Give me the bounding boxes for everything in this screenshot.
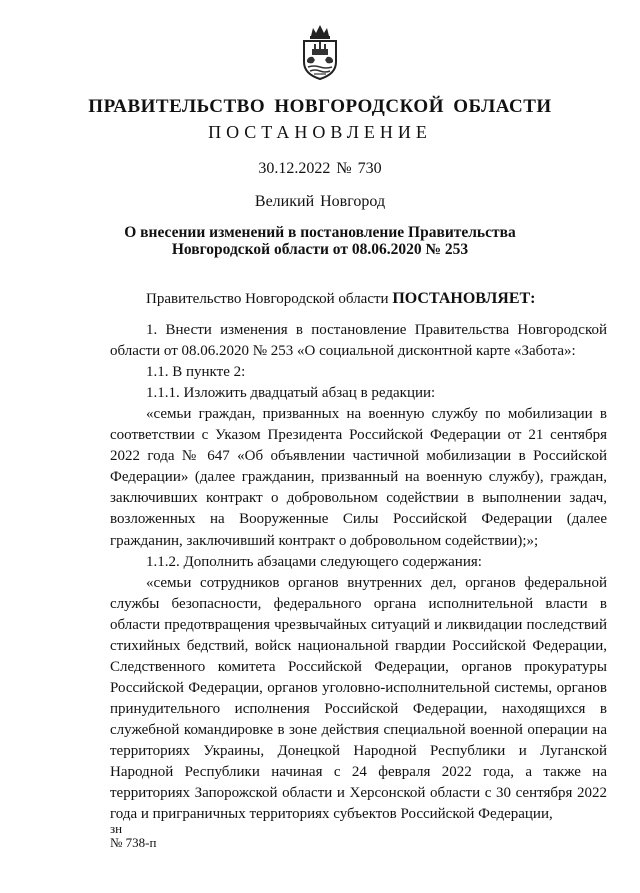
footer-doc-number: № 738-п — [110, 835, 157, 850]
footer — [110, 822, 156, 850]
paragraph-1-1-1: 1.1.1. Изложить двадцатый абзац в редакции: — [146, 385, 436, 402]
novgorod-coat-of-arms-icon — [299, 22, 341, 82]
decree-subject — [0, 224, 640, 258]
date-and-number: 30.12.2022 № 730 — [258, 160, 382, 177]
paragraph-1: 1. Внести изменения в постановление Правительства Новгородской области от 08.06.2020 № 253 «О социальной дисконтной карте «Забота»: — [110, 322, 607, 360]
paragraph-1-1: 1.1. В пункте 2: — [146, 364, 246, 381]
city: Великий Новгород — [254, 193, 386, 210]
paragraph-quote-2: «семьи сотрудников органов внутренних дел, органов федеральной службы безопасности, федерального органа исполнительной власти в области предотвращения чрезвычайных ситуаций и ликвидации последствий стихийных бедствий, войск национальной гвардии Российской Федерации, Следственного комитета Российской Федерации, органов прокуратуры Российской Федерации, органов уголовно-исполнительной системы, органов принудительного исполнения Российской Федерации, находящихся в служебной командировке в зоне действия специальной военной операции на территориях Украины, Донецкой Народной Республики и Луганской Народной Республики начиная с 24 февраля 2022 года, а также на территориях Запорожской области и Херсонской области с 30 сентября 2022 года и приграничных территориях субъектов Российской Федерации, — [110, 574, 607, 823]
government-title: ПРАВИТЕЛЬСТВО НОВГОРОДСКОЙ ОБЛАСТИ — [88, 96, 552, 117]
preamble — [110, 288, 607, 310]
paragraph-1-1-2: 1.1.2. Дополнить абзацами следующего содержания: — [146, 553, 482, 570]
preamble-resolves: ПОСТАНОВЛЯЕТ: — [392, 290, 536, 307]
preamble-text: Правительство Новгородской области — [146, 291, 393, 307]
subject-line-2: Новгородской области от 08.06.2020 № 253 — [171, 241, 469, 258]
paragraph-quote-1: «семьи граждан, призванных на военную службу по мобилизации в соответствии с Указом Президента Российской Федерации от 21 сентября 2022 года № 647 «Об объявлении частичной мобилизации в Российской Федерации» (далее гражданин, призванный на военную службу), граждан, заключивших контракт о добровольном содействии в выполнении задач, возложенных на Вооруженные Силы Российской Федерации (далее гражданин, заключивший контракт о добровольном содействии);»; — [110, 406, 607, 549]
subject-line-1: О внесении изменений в постановление Правительства — [124, 224, 516, 241]
document-type: ПОСТАНОВЛЕНИЕ — [208, 122, 432, 142]
document-body — [110, 288, 607, 825]
footer-initials: зн — [110, 821, 123, 836]
